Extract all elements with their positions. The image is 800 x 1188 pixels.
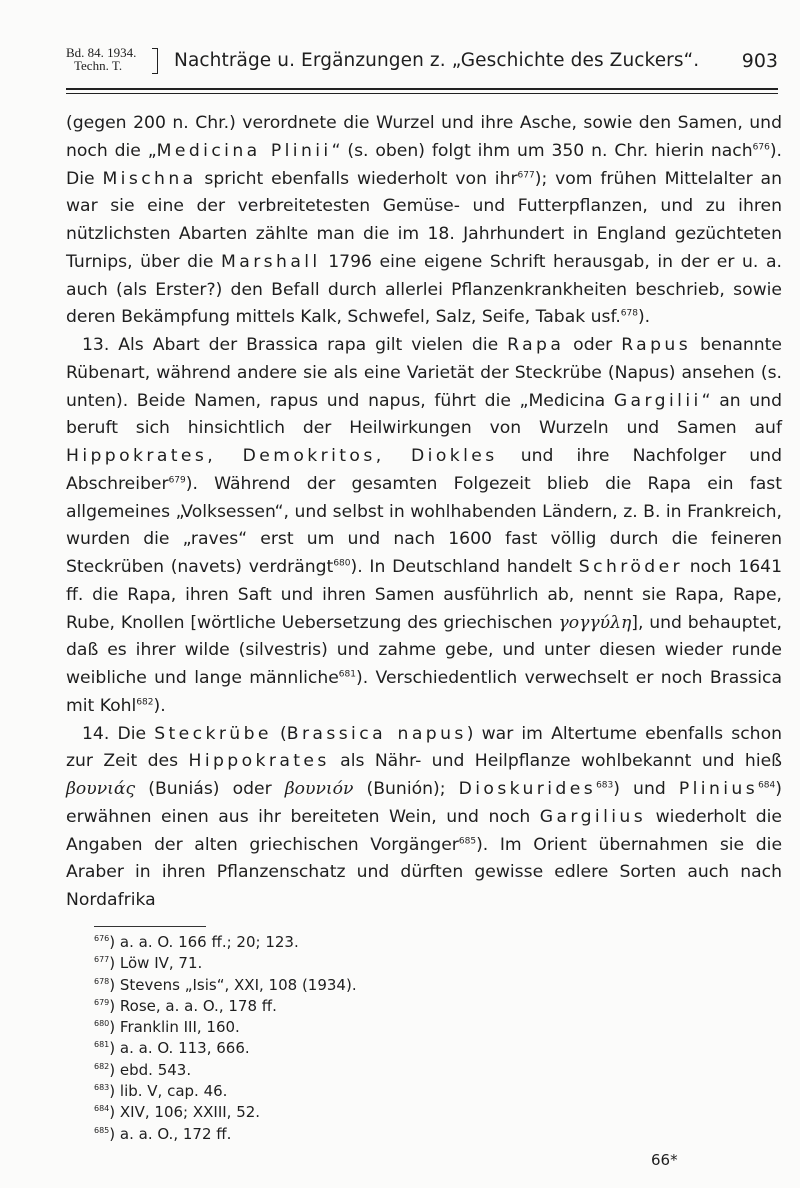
spaced-name: Rapa: [507, 335, 565, 355]
footnotes: [94, 932, 654, 1145]
footnote-ref: 677: [517, 169, 535, 180]
text-run: oder: [564, 335, 622, 355]
signature-mark: 66*: [651, 1151, 678, 1169]
footnote-text: ) a. a. O. 166 ff.; 20; 123.: [109, 933, 299, 951]
footnote: [94, 1102, 654, 1123]
footnote-ref: 683: [596, 780, 614, 791]
volume-line-2: Techn. T.: [74, 58, 123, 73]
spaced-name: Steckrübe: [154, 723, 272, 744]
text-run: benannte Rübenart, während andere sie als eine Varietät der Steckrübe (Napus) ansehen (s. unten). Beide Namen, rapus und napus, führt die „Medicina: [66, 335, 782, 411]
text-run: ).: [153, 695, 166, 716]
text-run: spricht ebenfalls wiederholt von ihr: [196, 168, 518, 189]
footnote: [94, 1060, 654, 1081]
footnote-number: 676: [94, 934, 110, 943]
text-run: (Buniás) oder: [135, 779, 285, 799]
footnote-ref: 680: [333, 558, 351, 569]
spaced-name: Gargilii: [613, 390, 702, 411]
footnote-number: 678: [94, 976, 110, 986]
footnote-number: 682: [94, 1061, 110, 1071]
text-run: ). Verschiedentlich verwechselt er noch Brassica mit Kohl: [66, 668, 782, 716]
body-text: [66, 110, 782, 915]
footnote: [94, 996, 654, 1017]
footnote-ref: 685: [458, 835, 477, 846]
spaced-name: Mischna: [102, 168, 197, 189]
text-run: “ (s. oben) folgt ihm um 350 n. Chr. hierin nach: [331, 140, 753, 161]
text-run: und ihre Nachfolger und Abschreiber: [66, 446, 782, 494]
spaced-name: Marshall: [221, 251, 321, 272]
footnote: [94, 1017, 654, 1038]
text-run: (gegen 200 n. Chr.) verordnete die Wurzel und ihre Asche, sowie den Samen, und noch die „: [66, 113, 782, 161]
text-run: ). In Deutschland handelt: [350, 557, 579, 577]
footnote-number: 683: [94, 1083, 110, 1093]
volume-line-1: Bd. 84. 1934.: [66, 45, 137, 60]
greek-term: βουνιάς: [66, 779, 136, 799]
footnote: [94, 1038, 654, 1059]
spaced-name: Gargilius: [539, 806, 647, 827]
footnote-number: 680: [94, 1019, 110, 1029]
page-header: [66, 38, 778, 90]
text-run: ], und behauptet, daß es ihrer wilde (silvestris) und zahme gebe, und unter diesen wieder runde weibliche und lange männliche: [66, 612, 782, 688]
header-rule-thick: [66, 88, 778, 90]
footnote-number: 681: [94, 1040, 110, 1050]
header-rule-thin: [66, 93, 778, 94]
spaced-name: Hippokrates: [188, 751, 330, 772]
footnote-text: ) XIV, 106; XXIII, 52.: [109, 1103, 261, 1122]
spaced-name: Medicina Plinii: [156, 140, 332, 161]
footnote: [94, 975, 654, 996]
text-run: ) und: [613, 779, 679, 799]
footnote-text: ) a. a. O. 113, 666.: [109, 1039, 250, 1058]
footnote-number: 679: [94, 997, 110, 1007]
footnote: [94, 1124, 654, 1145]
text-run: 1796 eine eigene Schrift herausgab, in der er u. a. auch (als Erster?) den Befall durch allerlei Pflanzenkrankheiten beschrieb, sowie deren Bekämpfung mittels Kalk, Schwefel, Salz, Seife, Tabak usf.: [66, 251, 782, 328]
text-run: noch 1641 ff. die Rapa, ihren Saft und ihren Samen ausführlich ab, nennt sie Rapa, Rape, Rube, Knollen [wörtliche Uebersetzung des griechischen: [66, 557, 783, 633]
footnote-ref: 678: [620, 308, 638, 319]
footnote-text: ) a. a. O., 172 ff.: [109, 1124, 232, 1143]
footnote-ref: 682: [136, 697, 154, 708]
footnote-text: ) Löw IV, 71.: [109, 954, 203, 973]
text-run: ). Im Orient übernahmen sie die Araber in ihren Pflanzenschatz und dürften gewisse edlere Sorten auch nach Nordafrika: [66, 834, 783, 910]
footnote-text: ) Stevens „Isis“, XXI, 108 (1934).: [109, 975, 357, 994]
text-run: als Nähr- und Heilpflanze wohlbekannt und hieß: [329, 751, 782, 772]
footnote-text: ) lib. V, cap. 46.: [109, 1082, 228, 1101]
running-title: Nachträge u. Ergänzungen z. „Geschichte des Zuckers“.: [174, 50, 700, 71]
footnote-ref: 679: [168, 475, 186, 486]
text-run: ).: [637, 307, 651, 328]
footnote-text: ) ebd. 543.: [109, 1060, 192, 1079]
text-run: ) erwähnen einen aus ihr bereiteten Wein, und noch: [66, 779, 782, 827]
spaced-name: Schröder: [578, 557, 684, 577]
spaced-name: Hippokrates, Demokritos, Diokles: [66, 446, 498, 466]
volume-reference: [66, 46, 158, 80]
text-run: wiederholt die Angaben der alten griechischen Vorgänger: [66, 806, 783, 855]
text-run: “ an und beruft sich hinsichtlich der Heilwirkungen von Wurzeln und Samen auf: [66, 390, 782, 439]
text-run: ) war im Altertume ebenfalls schon zur Zeit des: [66, 723, 782, 772]
paragraph: [66, 110, 782, 332]
footnote-ref: 681: [338, 669, 356, 680]
text-run: (Bunión);: [353, 779, 459, 799]
text-run: ). Die: [66, 140, 782, 189]
text-run: 14. Die: [82, 723, 155, 744]
footnote-separator: [94, 926, 206, 927]
page-number: 903: [741, 50, 778, 72]
volume-bracket: [152, 48, 158, 74]
text-run: ); vom frühen Mittelalter an war sie eine der verbreitetesten Gemüse- und Futterpflanzen, und zu ihren nützlichsten Abarten zählte man die im 18. Jahrhundert in England gezüchteten Turnips, über die: [66, 168, 782, 272]
text-run: (: [271, 723, 287, 744]
spaced-name: Rapus: [621, 335, 692, 355]
footnote-number: 685: [94, 1125, 110, 1135]
footnote: [94, 953, 654, 974]
footnote-number: 684: [94, 1104, 110, 1114]
spaced-name: Dioskurides: [458, 779, 597, 799]
footnote-text: ) Rose, a. a. O., 178 ff.: [109, 996, 277, 1015]
text-run: 13. Als Abart der Brassica rapa gilt vielen die: [82, 335, 508, 355]
footnote-ref: 684: [758, 780, 776, 791]
footnote-number: 677: [94, 955, 110, 965]
paragraph: [66, 332, 782, 721]
greek-term: γογγύλη: [558, 612, 632, 633]
spaced-name: Brassica napus: [286, 723, 467, 744]
text-run: ). Während der gesamten Folgezeit blieb die Rapa ein fast allgemeines „Volksessen“, und selbst in wohlhabenden Ländern, z. B. in Frankreich, wurden die „raves“ erst um und nach 1600 fast völlig durch die feineren Steckrüben (navets) verdrängt: [66, 473, 782, 577]
greek-term: βουνιόν: [284, 779, 354, 799]
footnote: [94, 1081, 654, 1102]
footnote-text: ) Franklin III, 160.: [109, 1018, 240, 1037]
paragraph: [66, 721, 782, 915]
spaced-name: Plinius: [678, 779, 759, 799]
footnote: [94, 932, 654, 953]
footnote-ref: 676: [752, 142, 770, 153]
